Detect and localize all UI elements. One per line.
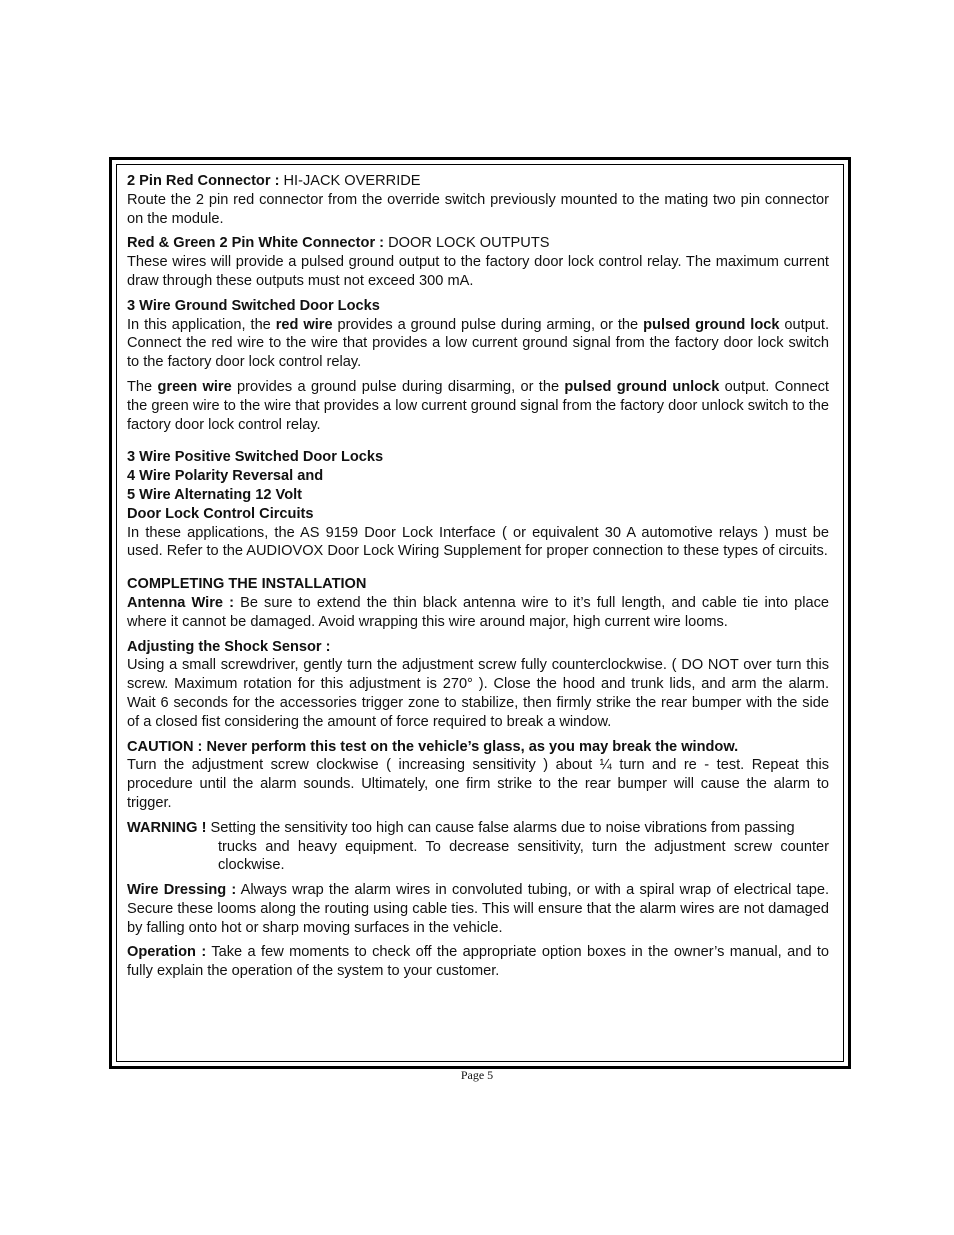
warning-line1: Setting the sensitivity too high can cause false alarms due to noise vibrations from passing: [206, 819, 795, 836]
hijack-heading: 2 Pin Red Connector :: [127, 173, 280, 189]
door-lock-outputs-heading: Red & Green 2 Pin White Connector :: [127, 235, 385, 252]
pulsed-ground-lock-term: pulsed ground lock: [643, 316, 780, 333]
red-wire-term: red wire: [275, 316, 333, 333]
other-circuits-heading-2: 4 Wire Polarity Reversal and: [127, 468, 324, 485]
ground-switched-text: provides a ground pulse during arming, or the: [332, 316, 644, 333]
door-lock-outputs-section: [127, 234, 829, 290]
warning-continued: trucks and heavy equipment. To decrease sensitivity, turn the adjustment screw counter clockwise.: [218, 838, 829, 874]
green-wire-term: green wire: [157, 378, 232, 395]
green-wire-text: The: [127, 378, 158, 395]
wire-dressing-body: Always wrap the alarm wires in convoluted tubing, or with a spiral wrap of electrical tape. Secure these looms along the routing using cable ties. This will ensure that the alarm wires are not damaged by falling onto hot or sharp moving surfaces in the vehicle.: [127, 882, 829, 936]
green-wire-paragraph: [127, 378, 829, 434]
other-circuits-heading-1: 3 Wire Positive Switched Door Locks: [127, 449, 384, 466]
warning-section: [127, 819, 829, 838]
green-wire-text: output. Connect the green wire to the wire that provides a low current ground signal from the factory door unlock switch to the factory door lock control relay.: [127, 378, 829, 433]
hijack-subtitle: HI-JACK OVERRIDE: [283, 173, 421, 189]
caution-body: Turn the adjustment screw clockwise ( increasing sensitivity ) about ¼ turn and re - test. Repeat this procedure until the alarm sounds. Ultimately, one firm strike to the rear bumper will cause the alarm to trigger.: [127, 757, 829, 811]
shock-section: [127, 638, 829, 732]
ground-switched-heading: 3 Wire Ground Switched Door Locks: [127, 297, 380, 314]
wire-dressing-section: [127, 881, 829, 937]
shock-body: Using a small screwdriver, gently turn the adjustment screw fully counterclockwise. ( DO NOT over turn this screw. Maximum rotation for this adjustment is 270° ). Close the hood and trunk lids, and arm the alarm. Wait 6 seconds for the accessories trigger zone to stabilize, then firmly strike the rear bumper with the side of a closed fist considering the amount of force required to break a window.: [127, 657, 829, 730]
completing-section: [127, 575, 829, 631]
door-lock-outputs-subtitle: DOOR LOCK OUTPUTS: [388, 235, 550, 252]
completing-heading: COMPLETING THE INSTALLATION: [127, 576, 367, 593]
page-number: Page 5: [460, 1068, 494, 1082]
shock-heading: Adjusting the Shock Sensor :: [127, 638, 331, 655]
operation-label: Operation :: [127, 944, 207, 961]
operation-body: Take a few moments to check off the appropriate option boxes in the owner’s manual, and to fully explain the operation of the system to your customer.: [127, 944, 830, 980]
ground-switched-text: output. Connect the red wire to the wire that provides a low current ground signal from the factory door lock switch to the factory door lock control relay.: [127, 316, 830, 371]
warning-label: WARNING !: [127, 819, 207, 836]
operation-section: [127, 943, 829, 981]
ground-switched-section: [127, 297, 829, 372]
other-circuits-body: In these applications, the AS 9159 Door Lock Interface ( or equivalent 30 A automotive relays ) must be used. Refer to the AUDIOVOX Door Lock Wiring Supplement for proper connection to these types of circuits.: [127, 524, 829, 560]
green-wire-text: provides a ground pulse during disarming, or the: [231, 378, 565, 395]
document-body: [127, 172, 829, 981]
caution-label: CAUTION : Never perform this test on the vehicle’s glass, as you may break the window.: [127, 738, 739, 755]
ground-switched-text: In this application, the: [127, 316, 276, 333]
wire-dressing-label: Wire Dressing :: [127, 882, 237, 899]
caution-section: [127, 738, 829, 813]
other-circuits-heading-4: Door Lock Control Circuits: [127, 505, 314, 522]
hijack-body: Route the 2 pin red connector from the override switch previously mounted to the mating two pin connector on the module.: [127, 191, 829, 227]
hijack-section: [127, 172, 829, 228]
door-lock-outputs-body: These wires will provide a pulsed ground output to the factory door lock control relay. The maximum current draw through these outputs must not exceed 300 mA.: [127, 254, 829, 289]
other-circuits-heading-3: 5 Wire Alternating 12 Volt: [127, 486, 303, 503]
antenna-body: Be sure to extend the thin black antenna wire to it’s full length, and cable tie into place where it cannot be damaged. Avoid wrapping this wire around major, high current wire looms.: [127, 594, 829, 630]
pulsed-ground-unlock-term: pulsed ground unlock: [564, 378, 720, 395]
antenna-label: Antenna Wire :: [127, 594, 234, 611]
other-circuits-section: [127, 448, 829, 561]
